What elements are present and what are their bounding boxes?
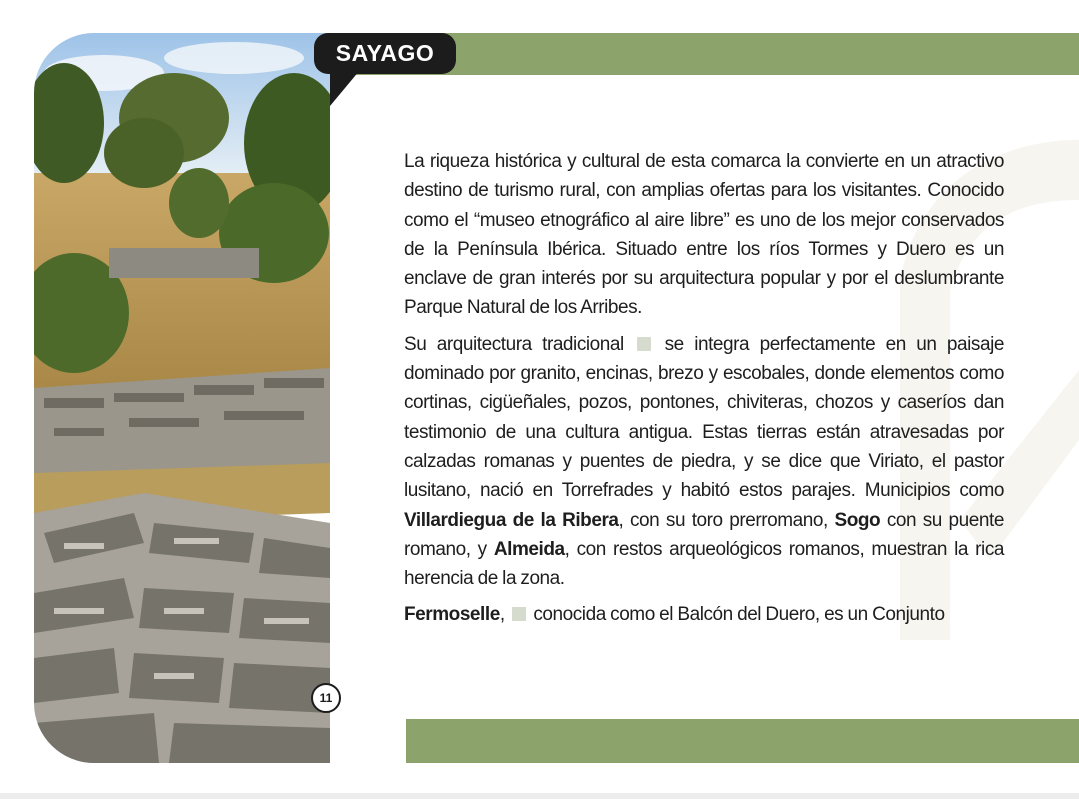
paragraph-intro-text: La riqueza histórica y cultural de esta comarca la convierte en un atractivo destino de turismo rural, con amplias ofertas para los visitantes. Conocido como el “museo etnográfico al aire libre” es uno de los mejor conservados de la Península Ibérica. Situado entre los ríos Tormes y Duero es un enclave de gran interés por su arquitectura popular y por el deslumbrante Parque Natural de los Arribes. bbox=[404, 151, 1004, 319]
paragraph-architecture-text: se integra perfectamente en un paisaje dominado por granito, encinas, brezo y escobales, donde elementos como cortinas, cigüeñales, pozos, pontones, chiviteras, chozos y caseríos dan testimonio de una cultura antigua. Estas tierras están atravesadas por calzadas romanas y puentes de piedra, y se dice que Viriato, el pastor lusitano, nació en Torrefrades y habitó estos parajes. Municipios como bbox=[404, 333, 1004, 502]
square-bullet-icon bbox=[637, 337, 651, 351]
paragraph-intro bbox=[404, 147, 1004, 323]
footer-accent-bar bbox=[406, 719, 1079, 763]
paragraph-architecture-text-4: , con restos arqueológicos romanos, muestran la rica herencia de la zona. bbox=[404, 538, 1004, 590]
section-tag-tail-icon bbox=[330, 70, 360, 106]
town-fermoselle: Fermoselle bbox=[404, 604, 500, 626]
town-sogo: Sogo bbox=[834, 509, 881, 531]
section-tag: SAYAGO bbox=[314, 33, 456, 74]
paragraph-architecture-text-2: , con su toro prerromano, bbox=[618, 509, 828, 531]
paragraph-architecture-text-3: con su puente romano, y bbox=[404, 509, 1004, 560]
landscape-photo-stone-walls-icon bbox=[34, 33, 330, 763]
paragraph-fermoselle-text: conocida como el Balcón del Duero, es un Conjunto bbox=[533, 604, 945, 626]
square-bullet-icon bbox=[512, 607, 526, 621]
paragraph-fermoselle-comma: , bbox=[499, 604, 505, 626]
page-bottom-strip bbox=[0, 793, 1079, 799]
paragraph-architecture bbox=[404, 330, 1004, 594]
town-almeida: Almeida bbox=[493, 538, 565, 560]
landscape-photo bbox=[34, 33, 330, 763]
article-body bbox=[404, 147, 1004, 637]
paragraph-architecture-lead: Su arquitectura tradicional bbox=[404, 333, 624, 355]
paragraph-fermoselle bbox=[404, 600, 1004, 629]
page-number: 11 bbox=[311, 683, 341, 713]
town-villardiegua: Villardiegua de la Ribera bbox=[404, 509, 619, 531]
